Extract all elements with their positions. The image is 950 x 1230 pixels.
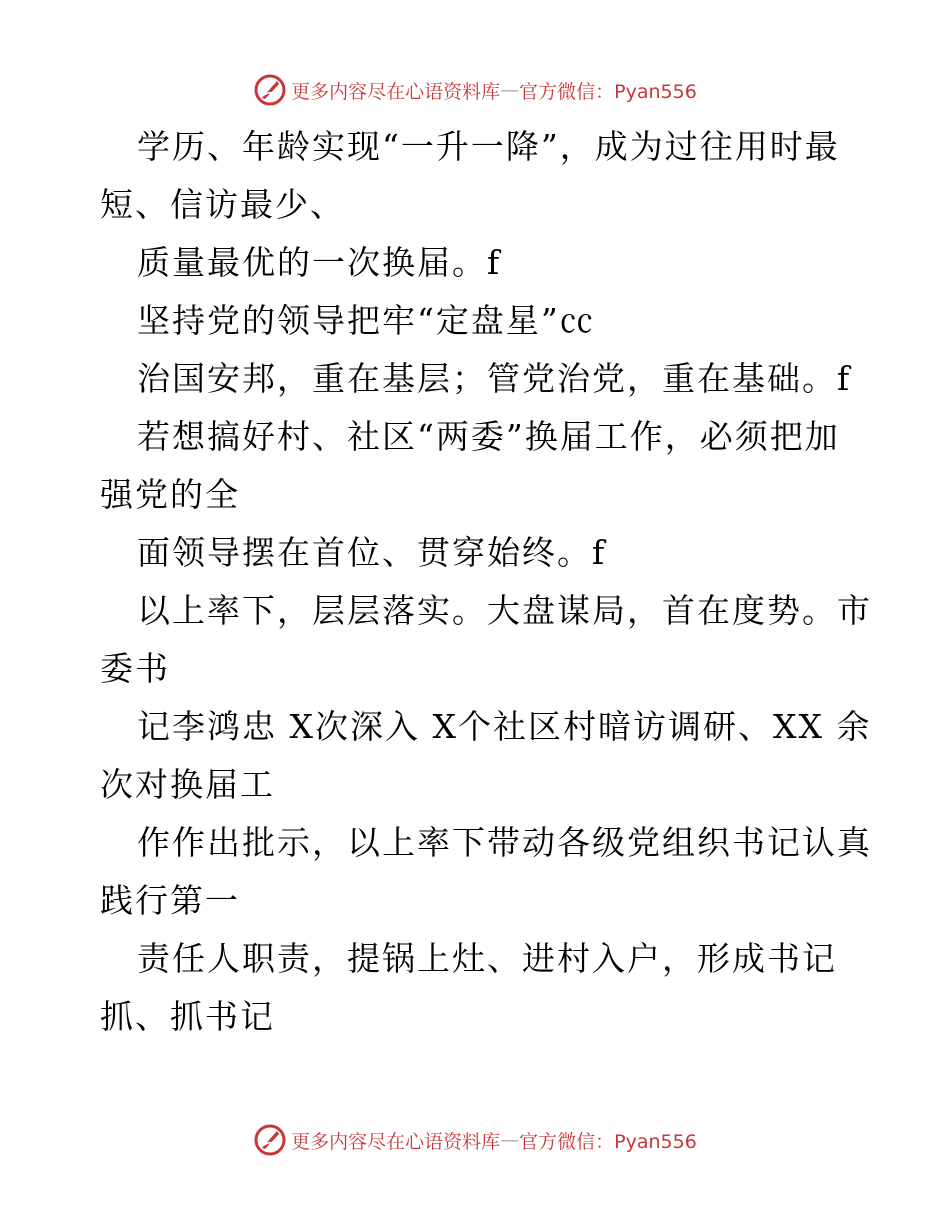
body-line: 若想搞好村、社区“两委”换届工作，必须把加 bbox=[137, 417, 840, 456]
body-line: 践行第一 bbox=[100, 881, 240, 920]
body-line: 记李鸿忠 X次深入 X个社区村暗访调研、XX 余 bbox=[137, 707, 872, 746]
banner-text: 更多内容尽在心语资料库 bbox=[291, 80, 501, 103]
body-line: 坚持党的领导把牢“定盘星”㏄ bbox=[137, 301, 595, 340]
header-banner bbox=[0, 70, 950, 110]
body-line: 次对换届工 bbox=[100, 765, 275, 804]
banner-wechat: 官方微信：Pyan556 bbox=[519, 1130, 697, 1153]
body-line: 作作出批示，以上率下带动各级党组织书记认真 bbox=[137, 823, 872, 862]
body-line: 面领导摆在首位、贯穿始终。f bbox=[137, 533, 607, 572]
banner-separator: — bbox=[500, 1129, 520, 1151]
banner-wechat: 官方微信：Pyan556 bbox=[519, 80, 697, 103]
banner-separator: — bbox=[500, 79, 520, 101]
quill-seal-icon bbox=[253, 73, 287, 107]
body-line: 学历、年龄实现“一升一降”，成为过往用时最 bbox=[137, 127, 840, 166]
body-line: 治国安邦，重在基层；管党治党，重在基础。f bbox=[137, 359, 852, 398]
body-line: 短、信访最少、 bbox=[100, 185, 345, 224]
document-body bbox=[100, 118, 872, 1046]
body-line: 以上率下，层层落实。大盘谋局，首在度势。市 bbox=[137, 591, 872, 630]
footer-banner bbox=[0, 1120, 950, 1160]
body-line: 质量最优的一次换届。f bbox=[137, 243, 502, 282]
quill-seal-icon bbox=[253, 1123, 287, 1157]
body-line: 抓、抓书记 bbox=[100, 997, 275, 1036]
body-line: 责任人职责，提锅上灶、进村入户，形成书记 bbox=[137, 939, 837, 978]
banner-text: 更多内容尽在心语资料库 bbox=[291, 1130, 501, 1153]
body-line: 强党的全 bbox=[100, 475, 240, 514]
body-line: 委书 bbox=[100, 649, 170, 688]
